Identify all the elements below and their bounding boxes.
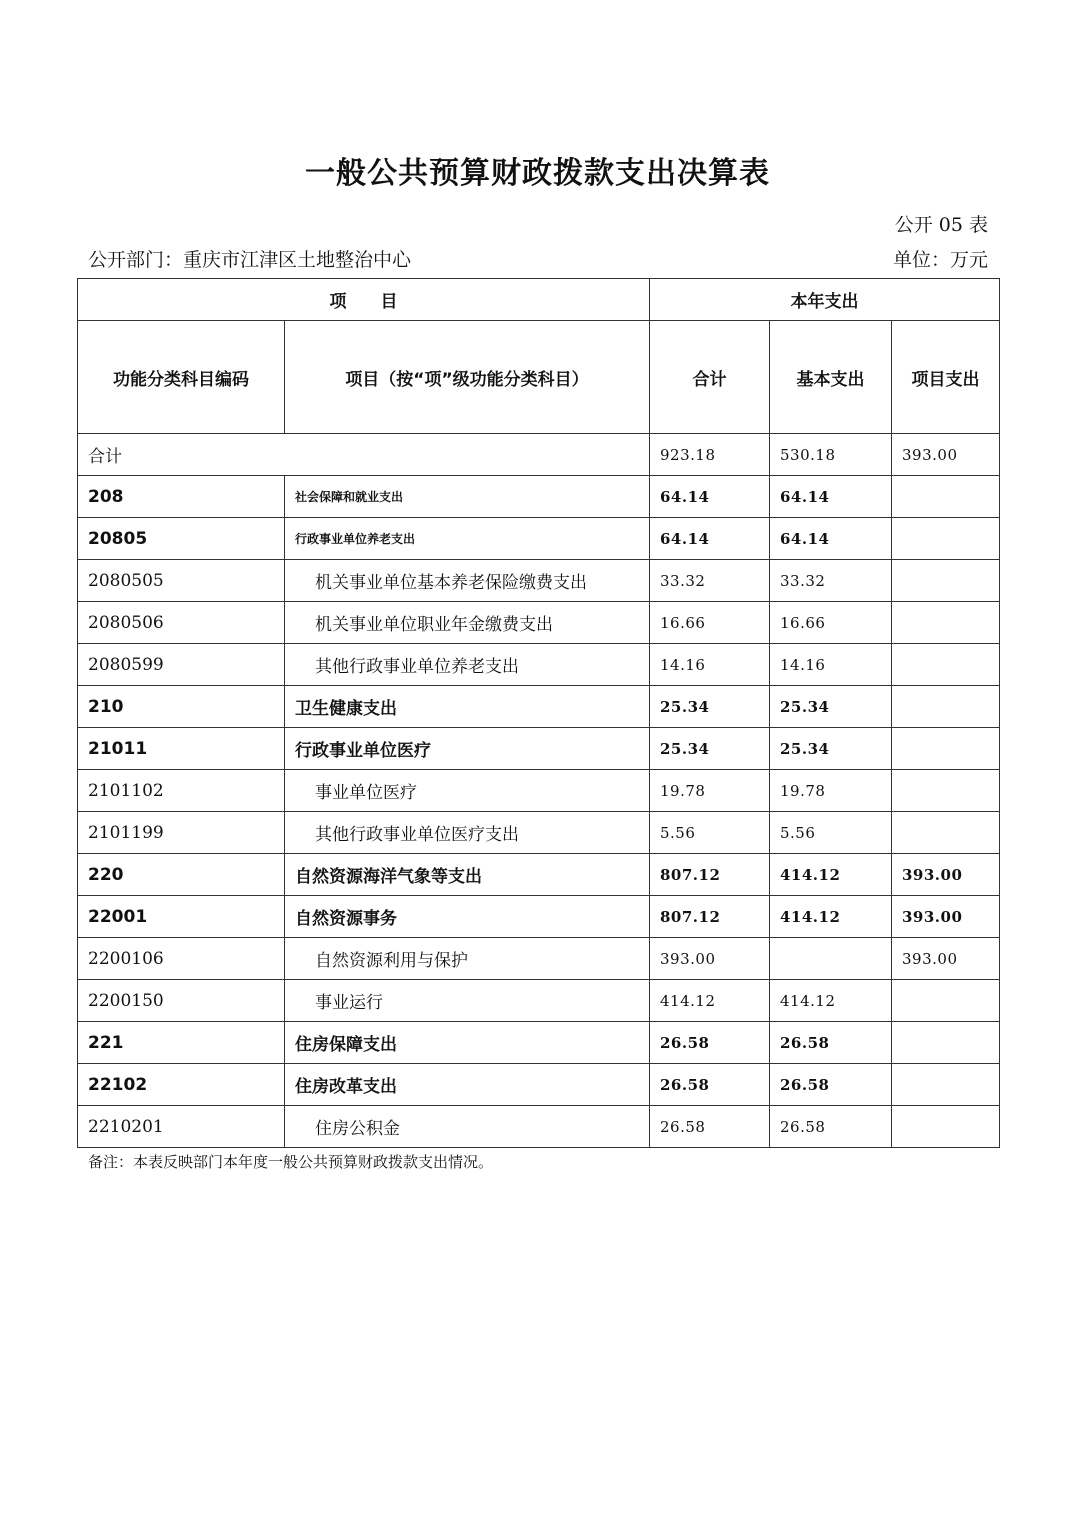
table-row (78, 644, 1000, 686)
row-total: 64.14 (650, 476, 770, 518)
row-code: 2080506 (78, 602, 285, 644)
row-project (892, 1064, 1000, 1106)
row-basic: 26.58 (770, 1064, 892, 1106)
row-code: 2080505 (78, 560, 285, 602)
row-basic: 5.56 (770, 812, 892, 854)
header-project: 项 目 (78, 279, 650, 321)
row-total: 25.34 (650, 686, 770, 728)
row-total: 19.78 (650, 770, 770, 812)
row-basic: 64.14 (770, 518, 892, 560)
header-code: 功能分类科目编码 (78, 321, 285, 434)
row-code: 20805 (78, 518, 285, 560)
row-code: 210 (78, 686, 285, 728)
row-item-name: 自然资源海洋气象等支出 (285, 854, 650, 896)
row-project (892, 518, 1000, 560)
row-basic: 414.12 (770, 854, 892, 896)
row-item-name: 其他行政事业单位养老支出 (285, 644, 650, 686)
header-row-top (78, 279, 1000, 321)
row-code: 22001 (78, 896, 285, 938)
page-title: 一般公共预算财政拨款支出决算表 (305, 156, 770, 191)
unit-label: 单位：万元 (892, 249, 988, 271)
row-code: 208 (78, 476, 285, 518)
row-basic: 14.16 (770, 644, 892, 686)
table-row (78, 686, 1000, 728)
row-project (892, 1022, 1000, 1064)
row-code: 22102 (78, 1064, 285, 1106)
row-total: 26.58 (650, 1022, 770, 1064)
row-project (892, 1106, 1000, 1148)
row-basic: 19.78 (770, 770, 892, 812)
row-code: 221 (78, 1022, 285, 1064)
row-project (892, 644, 1000, 686)
header-basic: 基本支出 (770, 321, 892, 434)
row-code: 2210201 (78, 1106, 285, 1148)
header-row-bottom (78, 321, 1000, 434)
row-total: 807.12 (650, 896, 770, 938)
row-basic: 25.34 (770, 686, 892, 728)
department-label: 公开部门：重庆市江津区土地整治中心 (88, 249, 412, 271)
row-total: 5.56 (650, 812, 770, 854)
row-item-name: 社会保障和就业支出 (285, 476, 650, 518)
header-total: 合计 (650, 321, 770, 434)
row-code: 2101199 (78, 812, 285, 854)
row-project: 393.00 (892, 938, 1000, 980)
table-row (78, 602, 1000, 644)
row-project (892, 560, 1000, 602)
row-basic: 25.34 (770, 728, 892, 770)
row-total: 26.58 (650, 1064, 770, 1106)
row-project (892, 812, 1000, 854)
row-code: 21011 (78, 728, 285, 770)
row-item-name: 住房改革支出 (285, 1064, 650, 1106)
row-item-name: 行政事业单位养老支出 (285, 518, 650, 560)
table-row (78, 938, 1000, 980)
table-row (78, 812, 1000, 854)
table-row (78, 854, 1000, 896)
form-number: 公开 05 表 (894, 214, 988, 236)
table-row (78, 1106, 1000, 1148)
row-item-name: 其他行政事业单位医疗支出 (285, 812, 650, 854)
row-project (892, 686, 1000, 728)
table-row (78, 728, 1000, 770)
row-code: 2200150 (78, 980, 285, 1022)
row-basic (770, 938, 892, 980)
row-code: 2101102 (78, 770, 285, 812)
row-project (892, 980, 1000, 1022)
table-row (78, 980, 1000, 1022)
row-total: 414.12 (650, 980, 770, 1022)
header-project-exp: 项目支出 (892, 321, 1000, 434)
row-total: 16.66 (650, 602, 770, 644)
row-basic: 26.58 (770, 1022, 892, 1064)
total-label: 合计 (78, 434, 650, 476)
header-current-year: 本年支出 (650, 279, 1000, 321)
row-item-name: 事业运行 (285, 980, 650, 1022)
table-row (78, 476, 1000, 518)
row-basic: 33.32 (770, 560, 892, 602)
table-row (78, 1064, 1000, 1106)
row-item-name: 自然资源事务 (285, 896, 650, 938)
row-project (892, 770, 1000, 812)
table-row (78, 1022, 1000, 1064)
row-code: 2080599 (78, 644, 285, 686)
total-sum: 923.18 (650, 434, 770, 476)
row-basic: 16.66 (770, 602, 892, 644)
row-item-name: 住房公积金 (285, 1106, 650, 1148)
row-item-name: 卫生健康支出 (285, 686, 650, 728)
table-row (78, 770, 1000, 812)
row-project (892, 476, 1000, 518)
row-total: 26.58 (650, 1106, 770, 1148)
header-item: 项目（按“项”级功能分类科目） (285, 321, 650, 434)
total-project: 393.00 (892, 434, 1000, 476)
row-total: 393.00 (650, 938, 770, 980)
total-basic: 530.18 (770, 434, 892, 476)
row-basic: 414.12 (770, 896, 892, 938)
row-item-name: 行政事业单位医疗 (285, 728, 650, 770)
row-total: 14.16 (650, 644, 770, 686)
row-item-name: 机关事业单位基本养老保险缴费支出 (285, 560, 650, 602)
row-basic: 64.14 (770, 476, 892, 518)
expenditure-table (77, 278, 1000, 1148)
row-code: 2200106 (78, 938, 285, 980)
row-total: 25.34 (650, 728, 770, 770)
row-item-name: 机关事业单位职业年金缴费支出 (285, 602, 650, 644)
row-project (892, 602, 1000, 644)
row-code: 220 (78, 854, 285, 896)
row-item-name: 自然资源利用与保护 (285, 938, 650, 980)
row-total: 33.32 (650, 560, 770, 602)
table-row (78, 896, 1000, 938)
row-basic: 26.58 (770, 1106, 892, 1148)
total-row (78, 434, 1000, 476)
footnote: 备注：本表反映部门本年度一般公共预算财政拨款支出情况。 (88, 1153, 494, 1171)
row-total: 807.12 (650, 854, 770, 896)
row-basic: 414.12 (770, 980, 892, 1022)
table-row (78, 560, 1000, 602)
row-item-name: 住房保障支出 (285, 1022, 650, 1064)
table-row (78, 518, 1000, 560)
row-total: 64.14 (650, 518, 770, 560)
row-project: 393.00 (892, 854, 1000, 896)
row-project (892, 728, 1000, 770)
row-item-name: 事业单位医疗 (285, 770, 650, 812)
row-project: 393.00 (892, 896, 1000, 938)
